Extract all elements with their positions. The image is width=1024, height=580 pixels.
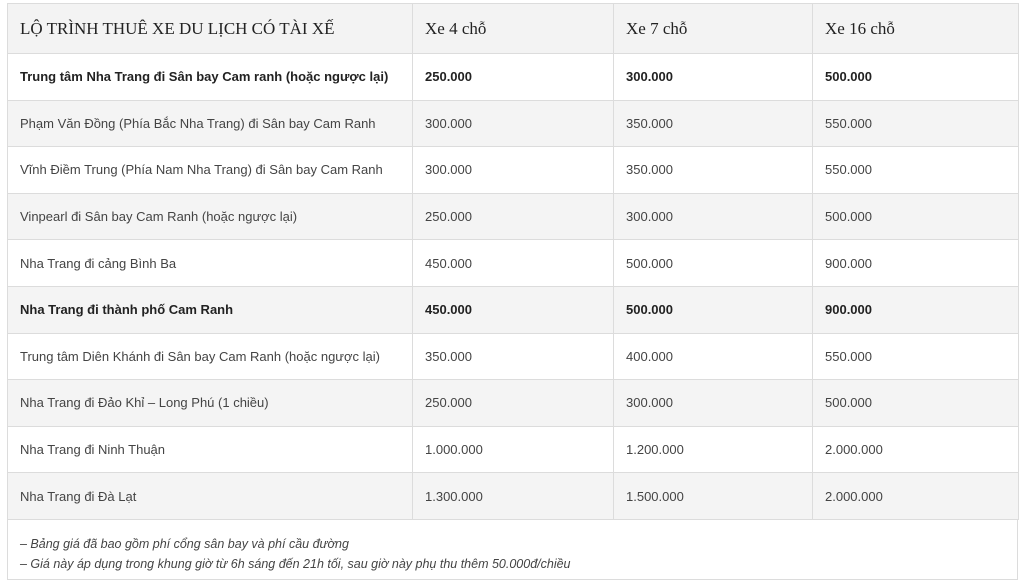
note-hours-surcharge: – Giá này áp dụng trong khung giờ từ 6h sáng đến 21h tối, sau giờ này phụ thu thêm 50.000đ/chiều [20,556,571,571]
header-car-4-seats: Xe 4 chỗ [413,4,614,54]
price-4-seats: 300.000 [413,100,614,147]
price-4-seats: 250.000 [413,193,614,240]
note-fees-included: – Bảng giá đã bao gồm phí cổng sân bay và phí cầu đường [20,536,349,551]
header-car-16-seats: Xe 16 chỗ [813,4,1019,54]
route-cell: Nha Trang đi Ninh Thuận [8,426,413,473]
price-16-seats: 2.000.000 [813,426,1019,473]
price-16-seats: 2.000.000 [813,473,1019,520]
route-cell: Trung tâm Nha Trang đi Sân bay Cam ranh (hoặc ngược lại) [8,54,413,101]
price-16-seats: 900.000 [813,240,1019,287]
price-7-seats: 350.000 [614,100,813,147]
price-4-seats: 300.000 [413,147,614,194]
price-4-seats: 1.300.000 [413,473,614,520]
route-cell: Phạm Văn Đồng (Phía Bắc Nha Trang) đi Sân bay Cam Ranh [8,100,413,147]
table-header-row [8,4,1019,54]
price-16-seats: 550.000 [813,333,1019,380]
route-cell: Vinpearl đi Sân bay Cam Ranh (hoặc ngược lại) [8,193,413,240]
table-row [8,147,1019,194]
price-4-seats: 250.000 [413,380,614,427]
table-row [8,193,1019,240]
price-16-seats: 550.000 [813,147,1019,194]
table-row [8,426,1019,473]
header-route: LỘ TRÌNH THUÊ XE DU LỊCH CÓ TÀI XẾ [8,4,413,54]
price-16-seats: 500.000 [813,380,1019,427]
price-7-seats: 400.000 [614,333,813,380]
price-7-seats: 300.000 [614,193,813,240]
price-7-seats: 350.000 [614,147,813,194]
price-16-seats: 500.000 [813,54,1019,101]
price-4-seats: 1.000.000 [413,426,614,473]
table-row [8,240,1019,287]
price-7-seats: 300.000 [614,54,813,101]
price-notes [7,520,1018,580]
table-row [8,380,1019,427]
route-cell: Nha Trang đi Đảo Khỉ – Long Phú (1 chiều) [8,380,413,427]
table-row [8,54,1019,101]
route-cell: Nha Trang đi Đà Lạt [8,473,413,520]
price-4-seats: 250.000 [413,54,614,101]
price-7-seats: 500.000 [614,240,813,287]
route-cell: Nha Trang đi cảng Bình Ba [8,240,413,287]
price-4-seats: 450.000 [413,240,614,287]
table-row [8,333,1019,380]
route-cell: Trung tâm Diên Khánh đi Sân bay Cam Ranh (hoặc ngược lại) [8,333,413,380]
route-cell: Vĩnh Điềm Trung (Phía Nam Nha Trang) đi Sân bay Cam Ranh [8,147,413,194]
table-row [8,286,1019,333]
price-16-seats: 900.000 [813,286,1019,333]
price-4-seats: 450.000 [413,286,614,333]
price-7-seats: 500.000 [614,286,813,333]
price-table [7,3,1019,520]
price-table-container [7,3,1018,580]
price-4-seats: 350.000 [413,333,614,380]
header-car-7-seats: Xe 7 chỗ [614,4,813,54]
route-cell: Nha Trang đi thành phố Cam Ranh [8,286,413,333]
price-16-seats: 500.000 [813,193,1019,240]
table-row [8,473,1019,520]
table-row [8,100,1019,147]
price-7-seats: 1.200.000 [614,426,813,473]
price-7-seats: 300.000 [614,380,813,427]
price-16-seats: 550.000 [813,100,1019,147]
price-7-seats: 1.500.000 [614,473,813,520]
